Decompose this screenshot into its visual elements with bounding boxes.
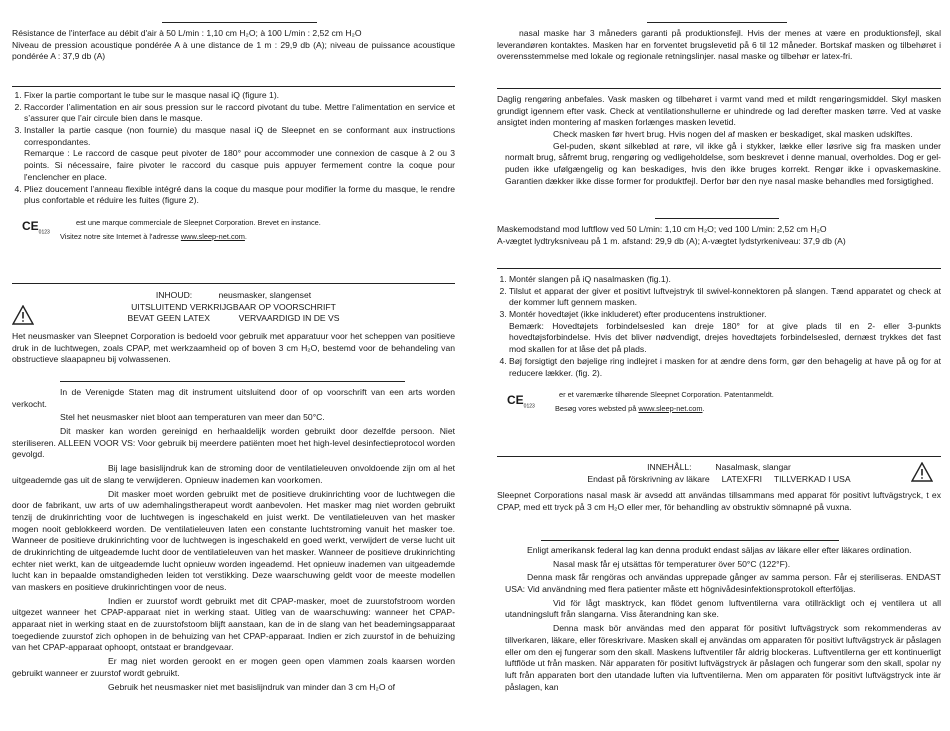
section-rule	[541, 540, 839, 541]
nl-warning-5: Dit masker moet worden gebruikt met de positieve drukinrichting voor de luchtwegen die door de fabrikant, uw arts of uw ademhalingstherapeut wordt aanbevolen. Het masker mag niet worden gebruikt tenzij de drukinrichting voor de luchtwegen is ingeschakeld en juist werkt. De ventilatieleuven van het masker mogen nooit geblokkeerd worden. De ventilatieleuven laten een constante luchtstroming vanuit het masker toe. Wanneer de positieve drukinrichting voor de luchtwegen is ingeschakeld en goed werkt, verwijdert de verse lucht uit de drukinrichting de uitgeademde lucht door de ventilatieleuven van het masker. Wanneer de positieve drukinrichting echter niet werkt, kan de uitgeademde lucht opnieuw worden ingeademd. Het opnieuw inademen van uitgeademde lucht kan in bepaalde omstandigheden leiden tot verstikking. Deze waarschuwing geldt voor de meeste modellen van maskers en positieve drukinrichtingen voor de neus.	[12, 488, 455, 592]
ce-number: 0123	[38, 229, 50, 236]
fr-instructions	[12, 90, 455, 207]
section-rule	[497, 456, 941, 457]
section-rule	[12, 283, 455, 284]
da-step-2: 2. Tilslut et apparat der giver et positivt luftvejstryk til swivel-konnektoren på slangen. Tænd apparatet og check at der kommer luft gennem masken.	[509, 286, 941, 309]
da-cleaning	[497, 94, 941, 188]
da-instructions	[497, 274, 941, 379]
da-check: Check masken før hvert brug. Hvis nogen del af masken er beskadiget, skal masken udskiftes.	[553, 129, 913, 140]
nl-contents-value: neusmasker, slangenset	[218, 290, 312, 300]
da-specifications	[497, 224, 941, 247]
section-rule	[60, 381, 405, 382]
sv-latex-free: LATEXFRI	[721, 473, 763, 484]
section-rule	[497, 268, 941, 269]
ce-number: 0123	[523, 403, 535, 410]
da-spec-resistance: Maskemodstand mod luftflow ved 50 L/min: 1,10 cm H₂O; ved 100 L/min: 2,52 cm H₂O	[497, 224, 827, 234]
sv-warning-3: Denna mask får rengöras och användas upprepade gånger av samma person. Får ej steriliseras. ENDAST USA: Vid användning med flera patienter måste ett högnivådesinfektionsprotokoll efterföljas.	[505, 572, 941, 595]
sv-warnings	[505, 545, 941, 693]
nl-prescription-only: UITSLUITEND VERKRIJGBAAR OP VOORSCHRIFT	[131, 301, 336, 312]
sv-contents-label: INNEHÅLL:	[647, 462, 692, 472]
nl-intro: Het neusmasker van Sleepnet Corporation is bedoeld voor gebruik met apparatuur voor het scheppen van positieve druk in de luchtwegen, zoals CPAP, met werkzaamheid op of boven 3 cm H₂O, bestemd voor de behandeling van obstructieve slaapapneu bij volwassenen.	[12, 331, 455, 365]
fr-website	[60, 232, 455, 242]
nl-warnings	[12, 387, 455, 693]
sv-warning-5: Denna mask bör användas med den apparat för positivt luftvägstryck som rekommenderas av tillverkaren, läkare, eller föreskrivare. Masken skall ej användas om apparaten för positivt luftvägstryck är påslagen eller om den ej fungerar som den skall. Maskens luftventiler får aldrig blockeras. Luftventilerna ger ett kontinuerligt luftflöde ut från masken. När apparaten för positivt luftvägstryck är påslagen och fungerar som den skall, spolar ny luft från apparaten bort den utandade luften via luftventilerna. Men om apparaten för positivt luftvägstryck inte är påslagen, kan	[505, 623, 941, 692]
fr-step-2: 2. Raccorder l’alimentation en air sous pression sur le raccord pivotant du tube. Mettre l’alimentation en service et s’assurer que l’air circule bien dans le masque.	[24, 102, 455, 125]
sv-header	[497, 462, 941, 485]
da-trademark: er et varemærke tilhørende Sleepnet Corporation. Patentanmeldt.	[559, 390, 774, 399]
fr-website-link[interactable]: www.sleep-net.com	[180, 232, 245, 241]
da-step-1: 1. Montér slangen på iQ nasalmasken (fig.1).	[509, 274, 941, 286]
da-website-link[interactable]: www.sleep-net.com	[638, 404, 703, 413]
fr-specifications	[12, 28, 455, 63]
nl-latex-made-in	[12, 313, 455, 325]
nl-warning-1: In de Verenigde Staten mag dit instrument uitsluitend door of op voorschrift van een arts worden verkocht.	[12, 387, 455, 409]
nl-warning-3: Dit masker kan worden gereinigd en herhaaldelijk worden gebruikt door dezelfde persoon. Niet steriliseren. ALLEEN VOOR VS: Voor gebruik bij meerdere patiënten moet het high-level desinfectieprotocol worden gevolgd.	[12, 426, 455, 460]
nl-header	[12, 290, 455, 325]
nl-intended-use	[12, 331, 455, 366]
da-warranty-text: nasal maske har 3 måneders garanti på produktionsfejl. Hvis der menes at være en produktionsfejl, skal leverandøren kontaktes. Masken har en forventet brugslevetid på 6 til 12 måneder. Bortskaf masken og tilbehøret i overensstemmelse med lokale og regionale retningslinjer. nasal maske og tilbehør er latex-fri.	[497, 28, 941, 62]
nl-contents-label: INHOUD:	[155, 290, 193, 300]
fr-spec-resistance: Résistance de l'interface au débit d'air à 50 L/min : 1,10 cm H₂O; à 100 L/min : 2,52 cm H₂O	[12, 28, 362, 38]
fr-trademark: est une marque commerciale de Sleepnet Corporation. Brevet en instance.	[76, 218, 321, 227]
da-visit-text: Besøg vores websted på	[555, 404, 637, 413]
da-cleaning-text: Daglig rengøring anbefales. Vask masken og tilbehøret i varmt vand med et mildt rengøringsmiddel. Skyl masken grundigt igennem efter vask. Check at ventilationshullerne er uhindrede og lad derefter masken tørre. Ved at vaske ansigtet inden montering af masken forlænges masken levetid.	[497, 94, 941, 128]
sv-rx-line	[497, 474, 941, 486]
nl-warning-8: Gebruik het neusmasker niet met basislijndruk van minder dan 3 cm H₂O of	[108, 681, 396, 692]
da-website	[555, 404, 941, 414]
nl-latex-free: BEVAT GEEN LATEX	[127, 313, 210, 324]
section-rule	[162, 22, 317, 23]
ce-letters: CE	[507, 393, 524, 407]
ce-mark-icon	[507, 392, 535, 410]
nl-warning-2: Stel het neusmasker niet bloot aan temperaturen van meer dan 50°C.	[60, 412, 325, 423]
nl-warning-4: Bij lage basislijndruk kan de stroming door de ventilatieleuven onvoldoende zijn om al het uitgeademde gas uit de slang te verwijderen. Opnieuw inademen kan voorkomen.	[12, 463, 455, 485]
sv-contents	[497, 462, 941, 474]
da-step-4: 4. Bøj forsigtigt den bøjelige ring indlejret i masken for at ændre dens form, gør den behagelig at have på og for at reducere lækker. (fig. 2).	[509, 356, 941, 379]
nl-contents	[12, 290, 455, 302]
fr-visit-text: Visitez notre site Internet à l'adresse	[60, 232, 179, 241]
section-rule	[497, 88, 941, 89]
fr-step-3	[24, 125, 455, 183]
section-rule	[647, 22, 787, 23]
fr-spec-acoustic: Niveau de pression acoustique pondérée A à une distance de 1 m : 29,9 db (A); niveau de puissance acoustique pondérée A : 37,9 db (A)	[12, 39, 455, 62]
nl-warning-6: Indien er zuurstof wordt gebruikt met dit CPAP-masker, moet de zuurstofstroom worden uitgezet wanneer het CPAP-apparaat niet in werking staat. Uitleg van de waarschuwing: wanneer het CPAP-apparaat niet in werking staat en de zuurstofstoom blijft aanstaan, kan de in de slang van het beademingsapparaat toegediende zuurstof zich ophopen in de behuizing van het CPAP-apparaat. Indien er zich zuurstof in de behuizing van het CPAP-apparaat ophoopt, ontstaat er brandgevaar.	[12, 595, 455, 653]
section-rule	[12, 86, 455, 87]
sv-warning-2: Nasal mask får ej utsättas för temperaturer över 50°C (122°F).	[553, 558, 791, 569]
da-spec-acoustic: A-vægtet lydtryksniveau på 1 m. afstand: 29,9 db (A); A-vægtet lydstyrkeniveau: 37,9 db (A)	[497, 235, 846, 246]
fr-step-1: 1. Fixer la partie comportant le tube sur le masque nasal iQ (figure 1).	[24, 90, 455, 102]
sv-contents-value: Nasalmask, slangar	[715, 462, 791, 472]
da-step-3	[509, 309, 941, 356]
sv-intended-use	[497, 490, 941, 513]
sv-made-in-usa: TILLVERKAD I USA	[773, 473, 851, 484]
sv-warning-4: Vid för lågt masktryck, kan flödet genom luftventilerna vara otillräckligt och ej ventilera ut all utandningsluft från slangarna. Viss återandning kan ske.	[505, 597, 941, 620]
fr-step-4: 4. Pliez doucement l’anneau flexible intégré dans la coque du masque pour modifier la forme du masque, le rendre plus confortable et réduire les fuites (figure 2).	[24, 184, 455, 207]
sv-intro: Sleepnet Corporations nasal mask är avsedd att användas tillsammans med apparat för positivt luftvägstryck, t ex CPAP, med ett tryck på 3 cm H₂O eller mer, för behandling av obstruktiv sömnapné på vuxna.	[497, 490, 941, 512]
da-warranty	[497, 28, 941, 63]
ce-mark-icon	[22, 218, 50, 236]
section-rule	[655, 218, 779, 219]
da-step-3-text: Montér hovedtøjet (ikke inkluderet) efter producentens instruktioner.	[509, 309, 767, 320]
da-gel-cushion: Gel-puden, skønt silkeblød at røre, vil ikke gå i stykker, lække eller løsrive sig fra masken under normalt brug, såfremt brug, rengøring og vedligeholdelse, som beskrevet i denne manual, overholdes. Dog er gel-puden ikke ufølgængelig og kan beskadiges, hvis den ikke bruges korrekt. Rengør ikke i opvaskemaskine. Garantien dækker ikke disse former for produktfejl. Derfor bør den nye nasal maske behandles med forsigtighed.	[505, 140, 941, 186]
fr-step-3-text: Installer la partie casque (non fournie) du masque nasal iQ de Sleepnet en se conformant aux instructions correspondantes.	[24, 125, 455, 147]
fr-remark: Remarque : Le raccord de casque peut pivoter de 180° pour accommoder une connexion de casque à 2 ou 3 points. Si nécessaire, faire pivoter le raccord du casque puis appuyer fermement contre la coque pour l'enclencher en place.	[24, 148, 455, 182]
sv-prescription-only: Endast på förskrivning av läkare	[587, 473, 710, 484]
sv-warning-1: Enligt amerikansk federal lag kan denna produkt endast säljas av läkare eller efter läkares ordination.	[527, 545, 912, 555]
nl-warning-7: Er mag niet worden gerookt en er mogen geen open vlammen zoals kaarsen worden gebruikt wanneer er zuurstof wordt gebruikt.	[12, 656, 455, 678]
fr-url-end: .	[244, 232, 247, 241]
nl-made-in-usa: VERVAARDIGD IN DE VS	[238, 313, 340, 324]
da-url-end: .	[702, 404, 705, 413]
da-remark: Bemærk: Hovedtøjets forbindelsesled kan dreje 180° for at give plads til en 2- eller 3-punkts hovedtøjsforbindelse. Hvis det bliver nødvendigt, drejes hovedtøjets forbindelsesled, dernæst trykkes det fast mod skallen for at låse det på plads.	[509, 320, 941, 355]
ce-letters: CE	[22, 219, 39, 233]
